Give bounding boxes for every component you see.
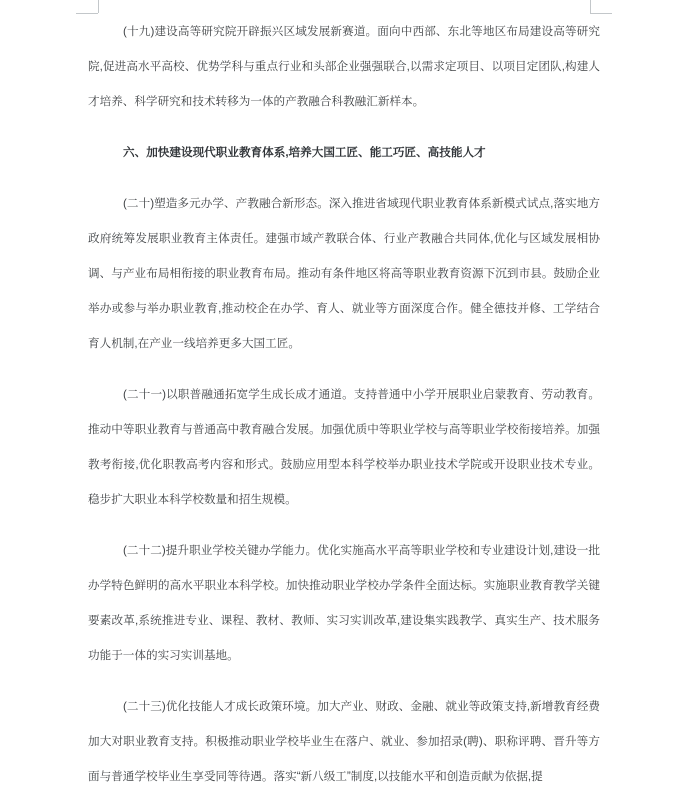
document-paragraph: (二十一)以职普融通拓宽学生成长成才通道。支持普通中小学开展职业启蒙教育、劳动教育。推动中等职业教育与普通高中教育融合发展。加强优质中等职业学校与高等职业学校衔接培养。加强教考衔接,优化职教高考内容和形式。鼓励应用型本科学校举办职业技术学院或开设职业技术专业。稳步扩大职业本科学校数量和招生规模。 xyxy=(88,388,600,506)
text-boundary-mark-top-left-vertical xyxy=(98,0,99,13)
document-paragraph: (十九)建设高等研究院开辟振兴区域发展新赛道。面向中西部、东北等地区布局建设高等研究院,促进高水平高校、优势学科与重点行业和头部企业强强联合,以需求定项目、以项目定团队,构建人才培养、科学研究和技术转移为一体的产教融合科教融汇新样本。 xyxy=(88,25,600,108)
document-body xyxy=(88,14,600,810)
document-paragraph: (二十三)优化技能人才成长政策环境。加大产业、财政、金融、就业等政策支持,新增教育经费加大对职业教育支持。积极推动职业学校毕业生在落户、就业、参加招录(聘)、职称评聘、晋升等方面与普通学校毕业生享受同等待遇。落实“新八级工”制度,以技能水平和创造贡献为依据,提 xyxy=(88,700,600,783)
section-heading: 六、加快建设现代职业教育体系,培养大国工匠、能工巧匠、高技能人才 xyxy=(123,146,486,159)
document-paragraph: (二十)塑造多元办学、产教融合新形态。深入推进省域现代职业教育体系新模式试点,落实地方政府统筹发展职业教育主体责任。建强市域产教联合体、行业产教融合共同体,优化与区域发展相协调、与产业布局相衔接的职业教育布局。推动有条件地区将高等职业教育资源下沉到市县。鼓励企业举办或参与举办职业教育,推动校企在办学、育人、就业等方面深度合作。健全德技并修、工学结合育人机制,在产业一线培养更多大国工匠。 xyxy=(88,197,600,350)
document-paragraph: (二十二)提升职业学校关键办学能力。优化实施高水平高等职业学校和专业建设计划,建设一批办学特色鲜明的高水平职业本科学校。加快推动职业学校办学条件全面达标。实施职业教育教学关键要素改革,系统推进专业、课程、教材、教师、实习实训改革,建设集实践教学、真实生产、技术服务功能于一体的实习实训基地。 xyxy=(88,544,600,662)
text-boundary-mark-top-right-vertical xyxy=(590,0,591,13)
